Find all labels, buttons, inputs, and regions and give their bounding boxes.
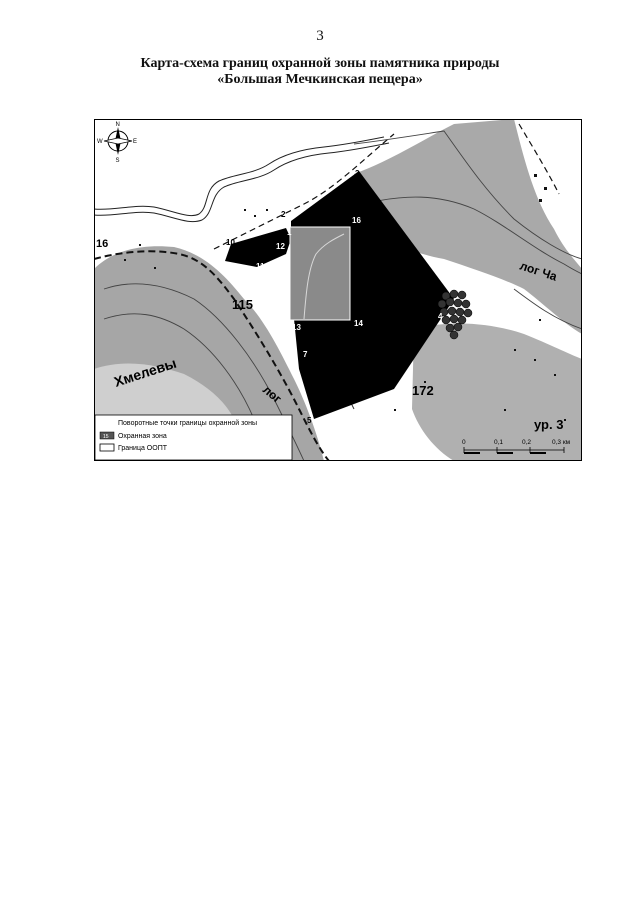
oopt-boundary [290,227,350,320]
point-label-1: 1 [287,228,292,237]
scale-tick-3: 0,3 км [552,439,571,446]
title-line-1: Карта-схема границ охранной зоны памятника природы [140,56,500,71]
title-line-2: «Большая Мечкинская пещера» [217,72,423,87]
legend-protected-zone: Охранная зона [118,433,167,440]
point-label-10: 10 [226,238,235,247]
point-label-11: 11 [256,262,265,271]
label-elev-172: 172 [412,383,434,398]
compass-n-label: N [115,122,120,128]
compass-s-label: S [115,158,120,164]
point-label-14: 14 [354,319,363,328]
point-label-16: 16 [352,216,361,225]
label-log: лог [260,382,285,407]
point-label-5: 5 [307,416,312,425]
map-title [60,56,580,88]
compass-w-label: W [97,139,103,145]
page-number: 3 [316,28,324,44]
label-khmelevy: Хмелевы [111,354,179,390]
point-label-7: 7 [303,350,308,359]
point-label-13: 13 [292,323,301,332]
label-elev-115: 115 [232,297,253,312]
point-label-3: 3 [355,169,360,178]
map-figure [94,119,582,461]
legend-title: Поворотные точки границы охранной зоны [118,420,258,427]
point-label-9: 9 [224,264,229,273]
point-label-6: 6 [294,371,299,380]
point-label-4: 4 [438,312,443,321]
scale-tick-1: 0,1 [494,439,504,446]
map-canvas [94,119,582,461]
label-elev-16: 16 [96,238,109,250]
label-ur: ур. 3 [534,417,564,432]
legend-oopt-swatch [100,444,114,451]
point-label-12: 12 [276,242,285,251]
legend-oopt-boundary: Граница ООПТ [118,445,168,452]
point-label-2: 2 [281,210,286,219]
scale-tick-0: 0 [462,439,466,446]
compass-e-label: E [133,139,138,145]
legend-points-sample: 15 [103,434,109,440]
legend [95,415,292,460]
label-log-right: лог Ча [518,258,559,284]
scale-tick-2: 0,2 [522,439,532,446]
